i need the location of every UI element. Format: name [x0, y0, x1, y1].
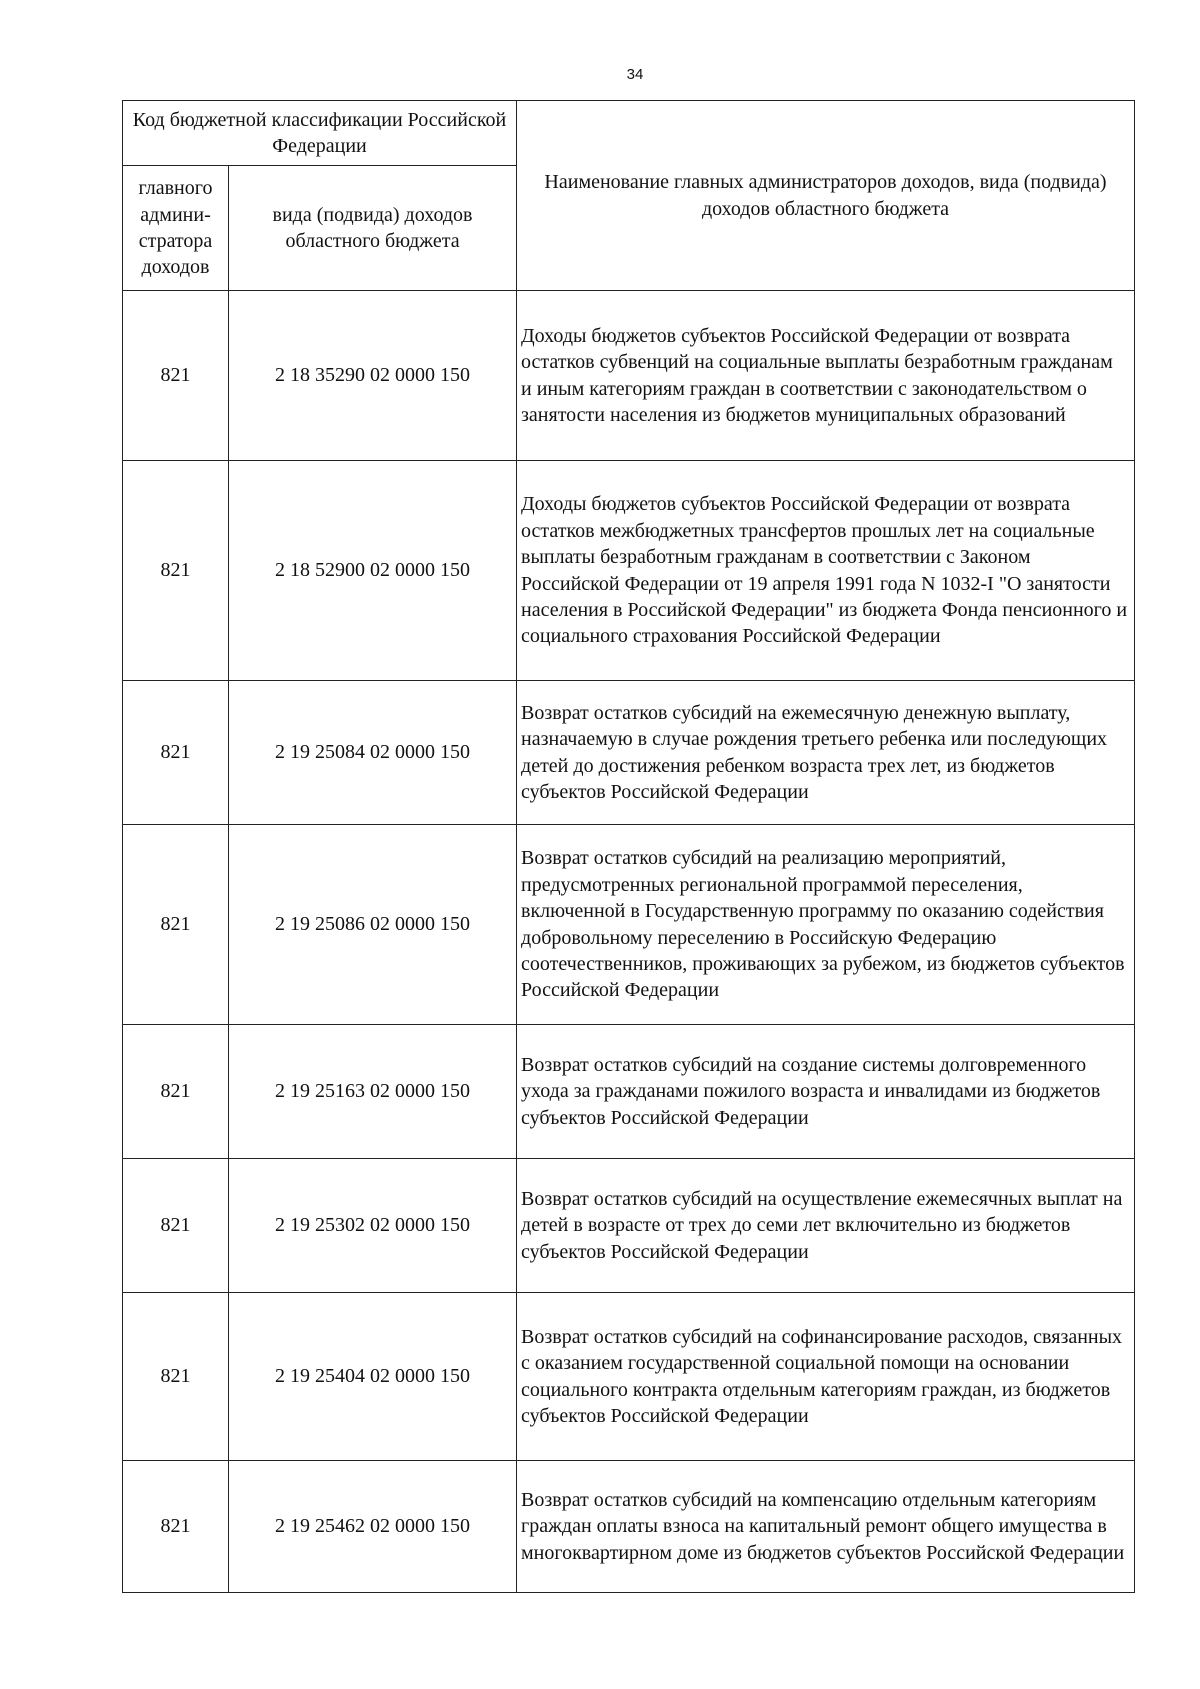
page-number: 34 [626, 66, 644, 83]
header-administrator-name: Наименование главных администраторов доходов, вида (подвида) доходов областного бюджета [517, 101, 1135, 291]
revenue-code-cell: 2 19 25404 02 0000 150 [229, 1293, 517, 1461]
table-row [123, 291, 1135, 461]
revenue-name-cell: Возврат остатков субсидий на осуществление ежемесячных выплат на детей в возрасте от трех до семи лет включительно из бюджетов субъектов Российской Федерации [517, 1159, 1135, 1293]
revenue-code-cell: 2 19 25084 02 0000 150 [229, 681, 517, 825]
budget-codes-table [122, 100, 1135, 1593]
revenue-code-cell: 2 19 25302 02 0000 150 [229, 1159, 517, 1293]
table-row [123, 1293, 1135, 1461]
header-main-administrator: главного админи-стратора доходов [123, 166, 229, 291]
revenue-code-cell: 2 18 35290 02 0000 150 [229, 291, 517, 461]
header-budget-classification-code: Код бюджетной классификации Российской Федерации [123, 101, 517, 166]
revenue-code-cell: 2 19 25086 02 0000 150 [229, 825, 517, 1025]
admin-code-cell: 821 [123, 1025, 229, 1159]
admin-code-cell: 821 [123, 461, 229, 681]
revenue-name-cell: Возврат остатков субсидий на софинансирование расходов, связанных с оказанием государственной социальной помощи на основании социального контракта отдельным категориям граждан, из бюджетов субъектов Российской Федерации [517, 1293, 1135, 1461]
revenue-code-cell: 2 19 25163 02 0000 150 [229, 1025, 517, 1159]
table-row [123, 681, 1135, 825]
admin-code-cell: 821 [123, 825, 229, 1025]
table-row [123, 1461, 1135, 1593]
revenue-name-cell: Возврат остатков субсидий на ежемесячную денежную выплату, назначаемую в случае рождения третьего ребенка или последующих детей до достижения ребенком возраста трех лет, из бюджетов субъектов Российской Федерации [517, 681, 1135, 825]
revenue-name-cell: Возврат остатков субсидий на создание системы долговременного ухода за гражданами пожилого возраста и инвалидами из бюджетов субъектов Российской Федерации [517, 1025, 1135, 1159]
revenue-name-cell: Возврат остатков субсидий на компенсацию отдельным категориям граждан оплаты взноса на капитальный ремонт общего имущества в многоквартирном доме из бюджетов субъектов Российской Федерации [517, 1461, 1135, 1593]
admin-code-cell: 821 [123, 1461, 229, 1593]
revenue-code-cell: 2 18 52900 02 0000 150 [229, 461, 517, 681]
header-revenue-type: вида (подвида) доходов областного бюджета [229, 166, 517, 291]
table-row [123, 461, 1135, 681]
admin-code-cell: 821 [123, 291, 229, 461]
revenue-name-cell: Возврат остатков субсидий на реализацию мероприятий, предусмотренных региональной программой переселения, включенной в Государственную программу по оказанию содействия добровольному переселению в Российскую Федерацию соотечественников, проживающих за рубежом, из бюджетов субъектов Российской Федерации [517, 825, 1135, 1025]
table-row [123, 1025, 1135, 1159]
table-row [123, 1159, 1135, 1293]
revenue-code-cell: 2 19 25462 02 0000 150 [229, 1461, 517, 1593]
admin-code-cell: 821 [123, 681, 229, 825]
admin-code-cell: 821 [123, 1159, 229, 1293]
revenue-name-cell: Доходы бюджетов субъектов Российской Федерации от возврата остатков субвенций на социальные выплаты безработным гражданам и иным категориям граждан в соответствии с законодательством о занятости населения из бюджетов муниципальных образований [517, 291, 1135, 461]
table-row [123, 825, 1135, 1025]
revenue-name-cell: Доходы бюджетов субъектов Российской Федерации от возврата остатков межбюджетных трансфертов прошлых лет на социальные выплаты безработным гражданам в соответствии с Законом Российской Федерации от 19 апреля 1991 года N 1032-I "О занятости населения в Российской Федерации" из бюджета Фонда пенсионного и социального страхования Российской Федерации [517, 461, 1135, 681]
admin-code-cell: 821 [123, 1293, 229, 1461]
